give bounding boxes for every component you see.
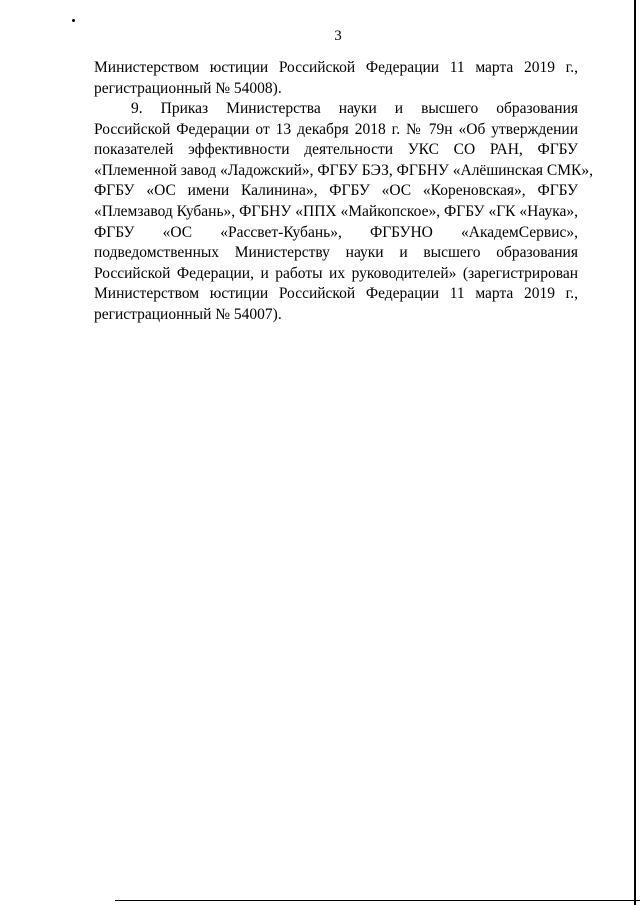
continuation-paragraph: [94, 58, 578, 99]
text-line: подведомственных Министерству науки и высшего образования: [94, 244, 578, 262]
text-line: «Племзавод Кубань», ФГБНУ «ППХ «Майкопское», ФГБУ «ГК «Наука»,: [94, 202, 578, 220]
text-line: Российской Федерации от 13 декабря 2018 г. № 79н «Об утверждении: [94, 120, 578, 138]
text-line: Министерством юстиции Российской Федерации 11 марта 2019 г.,: [94, 285, 578, 303]
bottom-scan-line: [115, 900, 640, 901]
text-line: Российской Федерации, и работы их руководителей» (зарегистрирован: [94, 264, 578, 282]
text-line: показателей эффективности деятельности УКС СО РАН, ФГБУ: [94, 141, 578, 159]
text-line: Министерством юстиции Российской Федерации 11 марта 2019 г.,: [94, 59, 578, 76]
item-9-paragraph: [94, 99, 593, 326]
text-line: ФГБУ «ОС имени Калинина», ФГБУ «ОС «Кореновская», ФГБУ: [94, 182, 578, 200]
text-line: регистрационный № 54008).: [94, 79, 282, 97]
text-line: регистрационный № 54007).: [94, 305, 282, 323]
scan-speck: [72, 19, 75, 22]
item-9-first-line: 9. Приказ Министерства науки и высшего образования: [131, 100, 578, 117]
text-line: ФГБУ «ОС «Рассвет-Кубань», ФГБУНО «АкадемСервис»,: [94, 223, 578, 241]
page-number: 3: [334, 28, 342, 44]
text-line: «Племенной завод «Ладожский», ФГБУ БЭЗ, ФГБНУ «Алёшинская СМК»,: [94, 161, 593, 179]
